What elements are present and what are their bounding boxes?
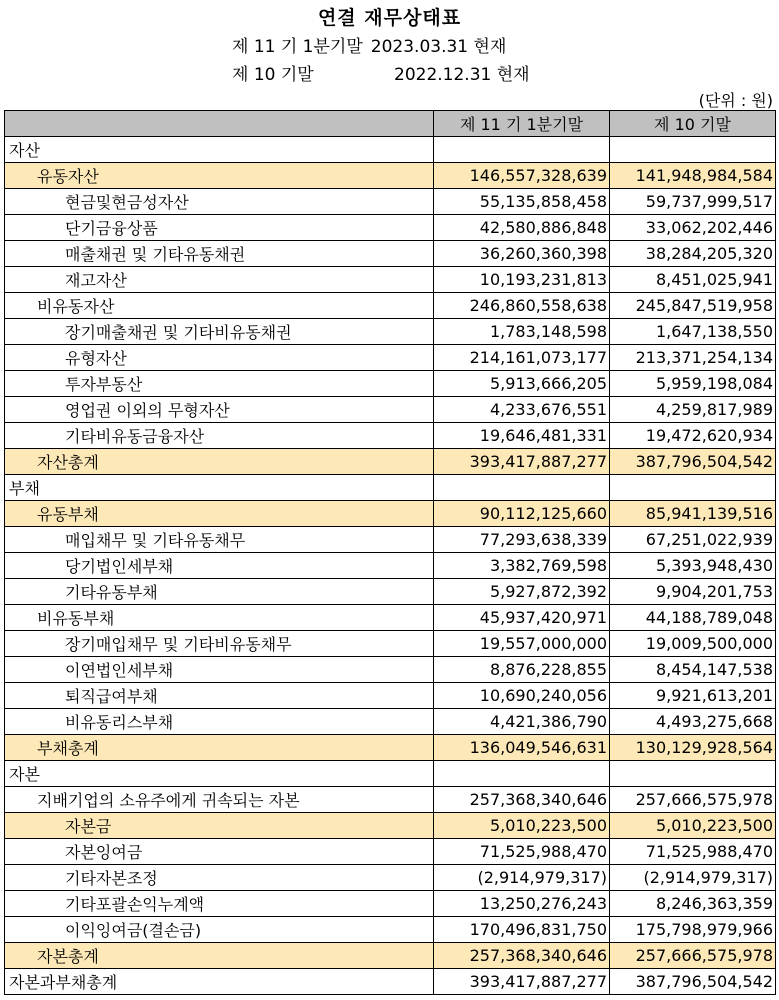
current-period-value: 1,783,148,598 [434, 319, 610, 345]
period-current-label: 제 11 기 1분기말 [232, 37, 363, 57]
prior-period-value: 19,472,620,934 [610, 423, 776, 449]
current-period-value: 5,010,223,500 [434, 813, 610, 839]
prior-period-value: 1,647,138,550 [610, 319, 776, 345]
prior-period-value: 257,666,575,978 [610, 943, 776, 969]
prior-period-value: 8,246,363,359 [610, 891, 776, 917]
current-period-value: 13,250,276,243 [434, 891, 610, 917]
prior-period-value: 59,737,999,517 [610, 189, 776, 215]
prior-period-value: 33,062,202,446 [610, 215, 776, 241]
prior-period-value [610, 137, 776, 163]
prior-period-value: 71,525,988,470 [610, 839, 776, 865]
current-period-value: 10,193,231,813 [434, 267, 610, 293]
account-name: 매출채권 및 기타유동채권 [5, 241, 434, 267]
account-name: 비유동리스부채 [5, 709, 434, 735]
table-row [5, 943, 776, 969]
account-name: 유동부채 [5, 501, 434, 527]
account-name: 당기법인세부채 [5, 553, 434, 579]
current-period-value: 3,382,769,598 [434, 553, 610, 579]
table-row [5, 475, 776, 501]
current-period-value: 257,368,340,646 [434, 787, 610, 813]
current-period-value: 170,496,831,750 [434, 917, 610, 943]
account-name: 투자부동산 [5, 371, 434, 397]
account-name: 비유동자산 [5, 293, 434, 319]
current-period-value: 5,927,872,392 [434, 579, 610, 605]
table-row [5, 683, 776, 709]
current-period-value: 5,913,666,205 [434, 371, 610, 397]
prior-period-value: 67,251,022,939 [610, 527, 776, 553]
account-name: 자본과부채총계 [5, 969, 434, 995]
table-row [5, 631, 776, 657]
account-name: 현금및현금성자산 [5, 189, 434, 215]
prior-period-value: 387,796,504,542 [610, 449, 776, 475]
account-name: 유형자산 [5, 345, 434, 371]
prior-period-value [610, 761, 776, 787]
table-row [5, 579, 776, 605]
current-period-value: 42,580,886,848 [434, 215, 610, 241]
prior-period-value: 5,010,223,500 [610, 813, 776, 839]
current-period-value: 77,293,638,339 [434, 527, 610, 553]
prior-period-value: 8,451,025,941 [610, 267, 776, 293]
prior-period-value: 257,666,575,978 [610, 787, 776, 813]
table-row [5, 735, 776, 761]
account-name: 자산 [5, 137, 434, 163]
prior-period-value: 38,284,205,320 [610, 241, 776, 267]
account-name: 기타유동부채 [5, 579, 434, 605]
period-prior-label: 제 10 기말 [232, 65, 314, 85]
table-row [5, 917, 776, 943]
current-period-value: 393,417,887,277 [434, 449, 610, 475]
current-period-value: (2,914,979,317) [434, 865, 610, 891]
account-name: 매입채무 및 기타유동채무 [5, 527, 434, 553]
table-row [5, 137, 776, 163]
table-row [5, 163, 776, 189]
period-prior-date: 2022.12.31 현재 [394, 65, 530, 85]
account-name: 지배기업의 소유주에게 귀속되는 자본 [5, 787, 434, 813]
table-row [5, 553, 776, 579]
current-period-value: 246,860,558,638 [434, 293, 610, 319]
account-name: 자본총계 [5, 943, 434, 969]
table-header-row [5, 111, 776, 137]
prior-period-value: 85,941,139,516 [610, 501, 776, 527]
table-body [5, 137, 776, 995]
current-period-value: 71,525,988,470 [434, 839, 610, 865]
header-current-period: 제 11 기 1분기말 [434, 111, 610, 137]
table-row [5, 761, 776, 787]
current-period-value: 214,161,073,177 [434, 345, 610, 371]
prior-period-value: 9,921,613,201 [610, 683, 776, 709]
unit-label: (단위 : 원) [698, 91, 773, 110]
table-row [5, 423, 776, 449]
table-row [5, 527, 776, 553]
prior-period-value: 141,948,984,584 [610, 163, 776, 189]
current-period-value: 55,135,858,458 [434, 189, 610, 215]
account-name: 자본잉여금 [5, 839, 434, 865]
account-name: 자본 [5, 761, 434, 787]
period-current [232, 32, 506, 57]
table-row [5, 865, 776, 891]
balance-sheet-table [4, 110, 776, 995]
prior-period-value: 175,798,979,966 [610, 917, 776, 943]
document-title: 연결 재무상태표 [317, 7, 462, 29]
account-name: 영업권 이외의 무형자산 [5, 397, 434, 423]
prior-period-value: 213,371,254,134 [610, 345, 776, 371]
account-name: 장기매입채무 및 기타비유동채무 [5, 631, 434, 657]
table-row [5, 215, 776, 241]
current-period-value [434, 137, 610, 163]
account-name: 유동자산 [5, 163, 434, 189]
account-name: 단기금융상품 [5, 215, 434, 241]
table-row [5, 891, 776, 917]
prior-period-value: 130,129,928,564 [610, 735, 776, 761]
current-period-value: 393,417,887,277 [434, 969, 610, 995]
header-prior-period: 제 10 기말 [610, 111, 776, 137]
account-name: 장기매출채권 및 기타비유동채권 [5, 319, 434, 345]
prior-period-value [610, 475, 776, 501]
table-row [5, 969, 776, 995]
current-period-value: 36,260,360,398 [434, 241, 610, 267]
current-period-value: 257,368,340,646 [434, 943, 610, 969]
current-period-value: 19,557,000,000 [434, 631, 610, 657]
current-period-value: 90,112,125,660 [434, 501, 610, 527]
account-name: 부채총계 [5, 735, 434, 761]
table-row [5, 605, 776, 631]
account-name: 기타포괄손익누계액 [5, 891, 434, 917]
prior-period-value: 4,259,817,989 [610, 397, 776, 423]
prior-period-value: 5,959,198,084 [610, 371, 776, 397]
current-period-value [434, 761, 610, 787]
account-name: 부채 [5, 475, 434, 501]
current-period-value: 8,876,228,855 [434, 657, 610, 683]
table-row [5, 371, 776, 397]
prior-period-value: 4,493,275,668 [610, 709, 776, 735]
account-name: 이연법인세부채 [5, 657, 434, 683]
table-row [5, 449, 776, 475]
prior-period-value: 245,847,519,958 [610, 293, 776, 319]
header-account [5, 111, 434, 137]
table-row [5, 267, 776, 293]
prior-period-value: 19,009,500,000 [610, 631, 776, 657]
table-row [5, 241, 776, 267]
current-period-value: 4,233,676,551 [434, 397, 610, 423]
prior-period-value: 8,454,147,538 [610, 657, 776, 683]
account-name: 퇴직급여부채 [5, 683, 434, 709]
account-name: 이익잉여금(결손금) [5, 917, 434, 943]
table-row [5, 189, 776, 215]
period-prior [232, 60, 530, 85]
current-period-value [434, 475, 610, 501]
table-row [5, 293, 776, 319]
period-current-date: 2023.03.31 현재 [370, 37, 507, 57]
table-row [5, 345, 776, 371]
table-row [5, 397, 776, 423]
current-period-value: 146,557,328,639 [434, 163, 610, 189]
prior-period-value: 387,796,504,542 [610, 969, 776, 995]
account-name: 자본금 [5, 813, 434, 839]
account-name: 재고자산 [5, 267, 434, 293]
table-row [5, 709, 776, 735]
current-period-value: 136,049,546,631 [434, 735, 610, 761]
prior-period-value: (2,914,979,317) [610, 865, 776, 891]
current-period-value: 45,937,420,971 [434, 605, 610, 631]
current-period-value: 19,646,481,331 [434, 423, 610, 449]
table-row [5, 657, 776, 683]
prior-period-value: 44,188,789,048 [610, 605, 776, 631]
table-row [5, 319, 776, 345]
table-row [5, 787, 776, 813]
account-name: 비유동부채 [5, 605, 434, 631]
current-period-value: 10,690,240,056 [434, 683, 610, 709]
account-name: 기타비유동금융자산 [5, 423, 434, 449]
account-name: 자산총계 [5, 449, 434, 475]
account-name: 기타자본조정 [5, 865, 434, 891]
prior-period-value: 5,393,948,430 [610, 553, 776, 579]
table-row [5, 839, 776, 865]
table-row [5, 501, 776, 527]
prior-period-value: 9,904,201,753 [610, 579, 776, 605]
table-row [5, 813, 776, 839]
current-period-value: 4,421,386,790 [434, 709, 610, 735]
